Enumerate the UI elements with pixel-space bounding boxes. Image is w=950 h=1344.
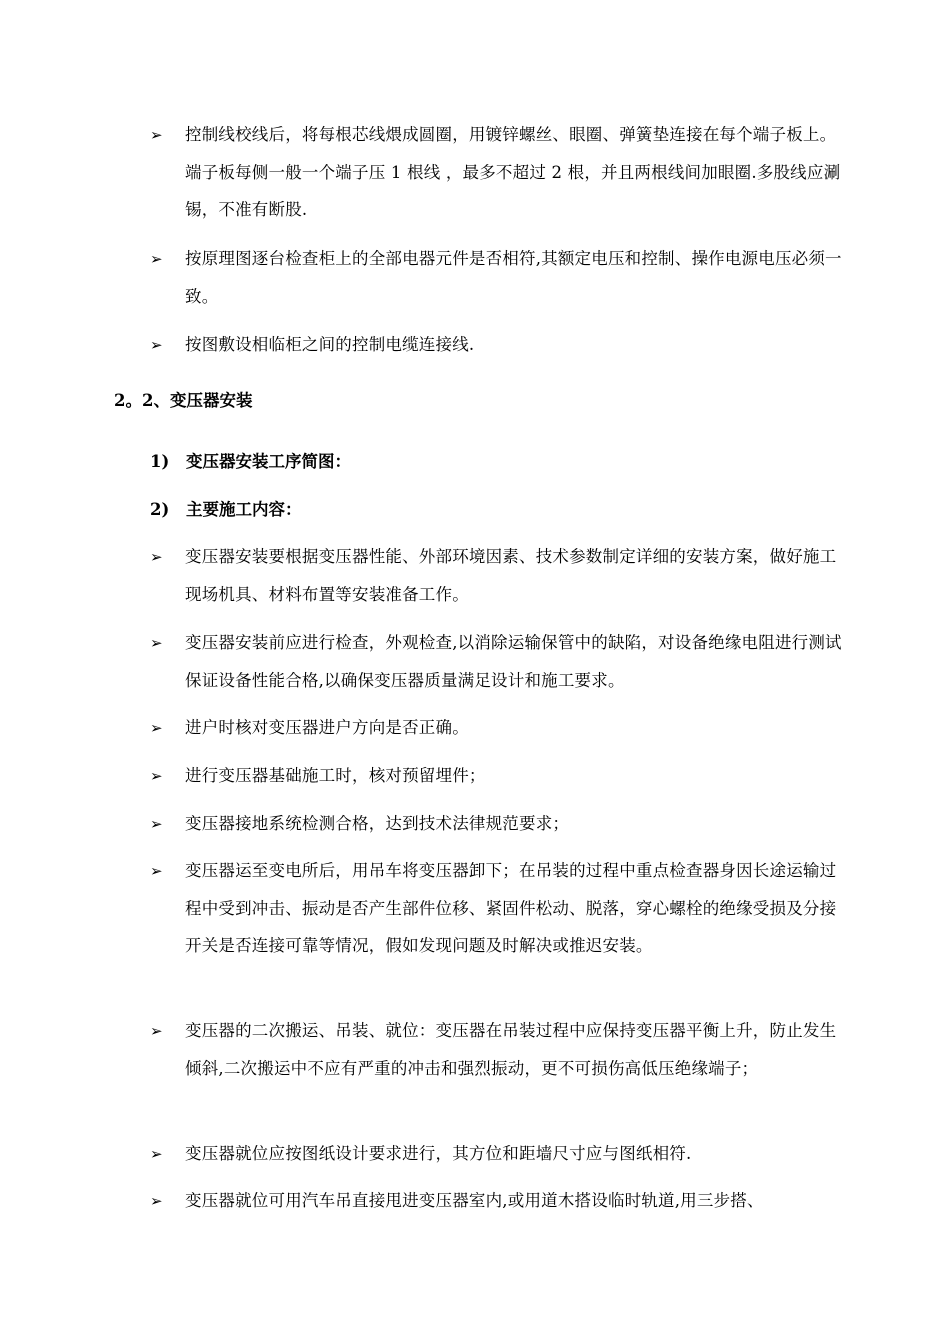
bullet-item bbox=[150, 1139, 850, 1175]
item-label: 变压器安装工序简图： bbox=[186, 452, 351, 471]
numbered-item bbox=[150, 447, 351, 477]
bullet-arrow-icon: ➢ bbox=[150, 634, 163, 652]
bullet-text: 按图敷设相临柜之间的控制电缆连接线. bbox=[185, 335, 475, 354]
bullet-arrow-icon: ➢ bbox=[150, 1192, 163, 1210]
bullet-arrow-icon: ➢ bbox=[150, 336, 163, 354]
bullet-text: 进行变压器基础施工时，核对预留埋件； bbox=[185, 766, 486, 785]
bullet-item bbox=[150, 713, 850, 749]
bullet-text: 变压器安装前应进行检查，外观检查,以消除运输保管中的缺陷，对设备绝缘电阻进行测试保证设备性能合格,以确保变压器质量满足设计和施工要求。 bbox=[185, 633, 842, 690]
bullet-item bbox=[150, 542, 850, 616]
bullet-item bbox=[150, 1016, 850, 1128]
bullet-arrow-icon: ➢ bbox=[150, 1145, 163, 1163]
bullet-text: 变压器就位可用汽车吊直接甩进变压器室内,或用道木搭设临时轨道,用三步搭、 bbox=[185, 1191, 764, 1210]
bullet-item bbox=[150, 330, 850, 366]
bullet-item bbox=[150, 244, 850, 318]
bullet-text: 变压器就位应按图纸设计要求进行，其方位和距墙尺寸应与图纸相符. bbox=[185, 1144, 692, 1163]
bullet-arrow-icon: ➢ bbox=[150, 1022, 163, 1040]
numbered-item bbox=[150, 495, 302, 525]
bullet-arrow-icon: ➢ bbox=[150, 767, 163, 785]
bullet-arrow-icon: ➢ bbox=[150, 862, 163, 880]
bullet-item bbox=[150, 120, 850, 230]
item-number: 1) bbox=[150, 452, 170, 471]
item-number: 2) bbox=[150, 500, 170, 519]
bullet-text: 变压器接地系统检测合格，达到技术法律规范要求； bbox=[185, 814, 570, 833]
bullet-arrow-icon: ➢ bbox=[150, 250, 163, 268]
bullet-item bbox=[150, 628, 850, 702]
bullet-text: 按原理图逐台检查柜上的全部电器元件是否相符,其额定电压和控制、操作电源电压必须一致。 bbox=[185, 249, 842, 306]
bullet-arrow-icon: ➢ bbox=[150, 548, 163, 566]
bullet-text: 控制线校线后，将每根芯线煨成圆圈，用镀锌螺丝、眼圈、弹簧垫连接在每个端子板上。端子板每侧一般一个端子压 1 根线 ，最多不超过 2 根，并且两根线间加眼圈.多股线应涮锡，不准有断股. bbox=[185, 125, 841, 219]
bullet-arrow-icon: ➢ bbox=[150, 815, 163, 833]
bullet-text: 变压器运至变电所后，用吊车将变压器卸下；在吊装的过程中重点检查器身因长途运输过程中受到冲击、振动是否产生部件位移、紧固件松动、脱落，穿心螺栓的绝缘受损及分接开关是否连接可靠等情况，假如发现问题及时解决或推迟安装。 bbox=[185, 861, 837, 955]
item-label: 主要施工内容： bbox=[186, 500, 302, 519]
bullet-text: 变压器安装要根据变压器性能、外部环境因素、技术参数制定详细的安装方案，做好施工现场机具、材料布置等安装准备工作。 bbox=[185, 547, 837, 604]
bullet-text: 进户时核对变压器进户方向是否正确。 bbox=[185, 718, 469, 737]
section-heading: 2。2、变压器安装 bbox=[114, 391, 253, 410]
bullet-item bbox=[150, 761, 850, 797]
bullet-arrow-icon: ➢ bbox=[150, 719, 163, 737]
bullet-item bbox=[150, 1186, 850, 1222]
bullet-text: 变压器的二次搬运、吊装、就位：变压器在吊装过程中应保持变压器平衡上升，防止发生倾斜,二次搬运中不应有严重的冲击和强烈振动，更不可损伤高低压绝缘端子； bbox=[185, 1021, 837, 1078]
bullet-arrow-icon: ➢ bbox=[150, 126, 163, 144]
bullet-item bbox=[150, 809, 850, 845]
bullet-item bbox=[150, 856, 850, 1006]
